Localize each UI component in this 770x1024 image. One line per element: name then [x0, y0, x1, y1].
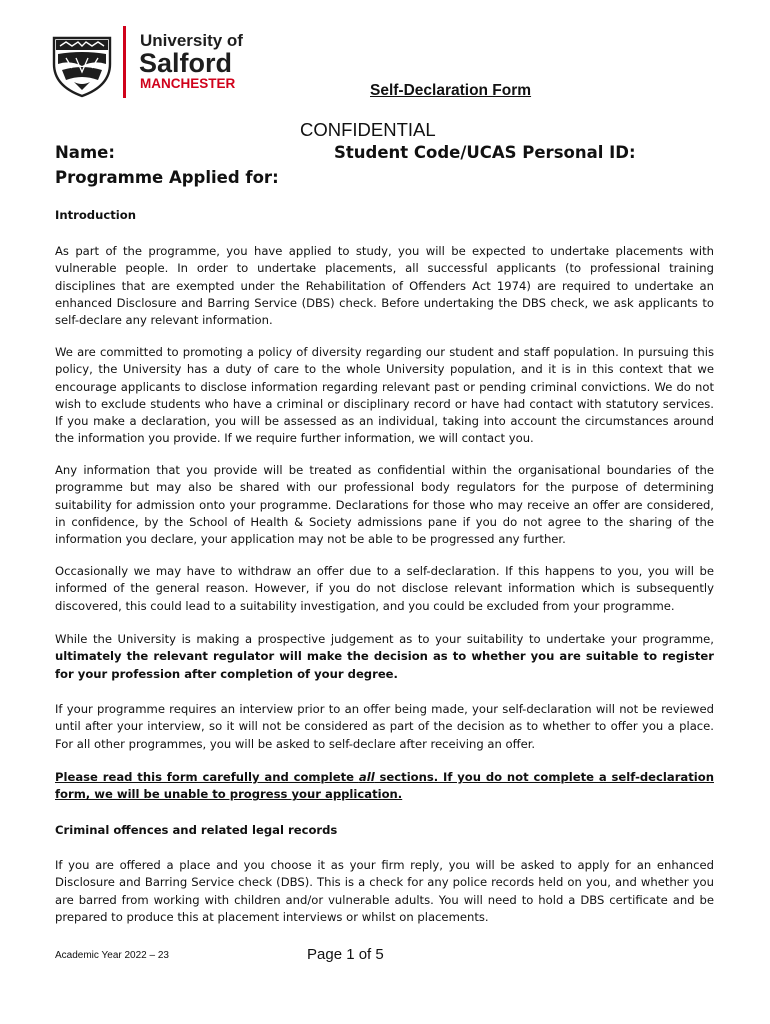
form-title: Self-Declaration Form — [370, 82, 532, 99]
paragraph-placements: As part of the programme, you have applied to study, you will be expected to undertake placements with vulnerable people. In order to undertake placements, all successful applicants (to professional training disciplines that are exempted under the Rehabilitation of Offenders Act 1974) are required to undertake an enhanced Disclosure and Barring Service (DBS) check. Before undertaking the DBS check, we ask applicants to self-declare any relevant information. — [55, 244, 714, 328]
logo-line3: MANCHESTER — [140, 76, 236, 91]
paragraph-confidentiality: Any information that you provide will be treated as confidential within the organisational boundaries of the programme but may also be shared with our professional body regulators for the purpose of determining suitability for admission onto your programme. Declarations for those who may receive an offer are considered, in confidence, by the School of Health & Society admissions pane if you do not agree to the sharing of the information you declare, your application may not be able to be progressed any further. — [55, 463, 714, 547]
regulator-bold-text: ultimately the relevant regulator will make the decision as to whether you are suitable to register for your profession after completion of your degree. — [55, 649, 714, 681]
logo-divider — [123, 26, 126, 98]
footer-page-number: Page 1 of 5 — [307, 946, 384, 963]
name-field-label: Name: — [55, 143, 115, 162]
instructions-part2: sections. If you do not complete a self-declaration form, we will be unable to progress your application. — [55, 770, 714, 802]
instructions-part1: Please read this form carefully and complete — [55, 770, 359, 784]
logo-line2: Salford — [139, 48, 233, 78]
paragraph-diversity: We are committed to promoting a policy of diversity regarding our student and staff population. In pursuing this policy, the University has a duty of care to the whole University population, and it is in this context that we encourage applicants to disclose information regarding relevant past or pending criminal convictions. We do not wish to exclude students who have a criminal or disciplinary record or have had contact with statutory services. If you make a declaration, you will be assessed as an individual, taking into account the circumstances around the information you provide. If we require further information, we will contact you. — [55, 345, 714, 446]
paragraph-interview: If your programme requires an interview prior to an offer being made, your self-declaration will not be reviewed until after your interview, so it will not be considered as part of the decision as to whether to offer you a place. For all other programmes, you will be asked to self-declare after receiving an offer. — [55, 702, 714, 751]
paragraph-regulator — [55, 631, 714, 683]
shield-crest-icon — [54, 38, 110, 96]
student-code-field-label: Student Code/UCAS Personal ID: — [334, 143, 636, 162]
paragraph-withdraw-offer: Occasionally we may have to withdraw an offer due to a self-declaration. If this happens to you, you will be informed of the general reason. However, if you do not disclose relevant information which is subsequently discovered, this could lead to a suitability investigation, and you could be excluded from your programme. — [55, 564, 714, 613]
regulator-text: While the University is making a prospective judgement as to your suitability to undertake your programme, — [55, 632, 714, 646]
footer-academic-year: Academic Year 2022 – 23 — [55, 950, 169, 961]
logo-graphic — [52, 24, 252, 100]
criminal-offences-heading: Criminal offences and related legal records — [55, 823, 338, 837]
introduction-heading: Introduction — [55, 208, 136, 222]
confidential-heading: CONFIDENTIAL — [300, 119, 436, 140]
paragraph-instructions — [55, 769, 714, 804]
instructions-italic: all — [358, 770, 375, 784]
university-logo — [52, 24, 252, 100]
logo-line1: University of — [140, 31, 243, 50]
paragraph-dbs: If you are offered a place and you choose it as your firm reply, you will be asked to apply for an enhanced Disclosure and Barring Service check (DBS). This is a check for any police records held on you, and whether you are barred from working with children and/or vulnerable adults. You will need to hold a DBS certificate and be prepared to produce this at placement interviews or whilst on placements. — [55, 858, 714, 924]
programme-field-label: Programme Applied for: — [55, 168, 279, 187]
